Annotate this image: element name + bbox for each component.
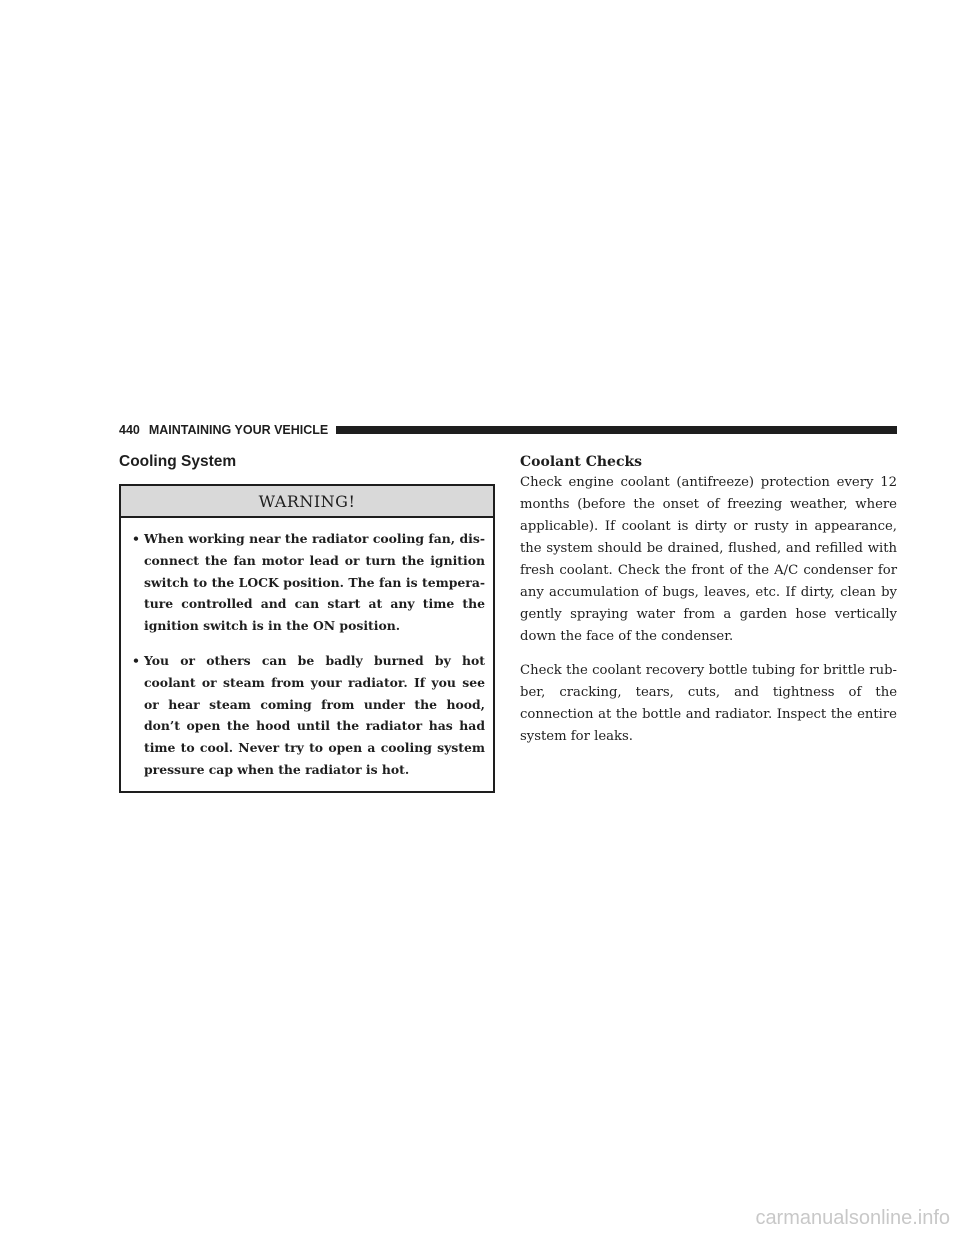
- left-column: [119, 452, 495, 793]
- page-number: 440: [119, 423, 140, 437]
- coolant-checks-heading: Coolant Checks: [520, 454, 643, 470]
- warning-text: When working near the radiator cooling fan, dis-connect the fan motor lead or turn the ignition switch to the LOCK position. The fan is tempera-ture controlled and can start at any time the ignition switch is in the ON position.: [144, 531, 485, 634]
- warning-list: [121, 518, 493, 791]
- bullet-icon: •: [132, 652, 140, 668]
- page-header: [119, 421, 897, 439]
- bullet-icon: •: [132, 531, 140, 546]
- section-title: MAINTAINING YOUR VEHICLE: [148, 423, 329, 437]
- warning-text: You or others can be badly burned by hot coolant or steam from your radiator. If you see or hear steam coming from under the hood, don’t open the hood until the radiator has had time to cool. Never try to open a cooling system pressure cap when the radiator is hot.: [144, 652, 485, 777]
- paragraph: Check engine coolant (antifreeze) protection every 12 months (before the onset of freezing weather, where applicable). If coolant is dirty or rusty in appearance, the system should be drained, flushed, and refilled with fresh coolant. Check the front of the A/C condenser for any accumulation of bugs, leaves, etc. If dirty, clean by gently spraying water from a garden hose vertically down the face of the condenser.: [520, 475, 897, 644]
- watermark: carmanualsonline.info: [755, 1207, 950, 1229]
- cooling-system-heading: Cooling System: [119, 453, 237, 470]
- warning-box: [119, 484, 495, 793]
- header-rule: [336, 426, 897, 434]
- paragraph: Check the coolant recovery bottle tubing for brittle rub-ber, cracking, tears, cuts, and tightness of the connection at the bottle and radiator. Inspect the entire system for leaks.: [520, 663, 897, 744]
- warning-title: WARNING!: [121, 486, 493, 518]
- right-column: [520, 452, 897, 748]
- warning-item: [132, 650, 485, 781]
- warning-item: [132, 528, 485, 637]
